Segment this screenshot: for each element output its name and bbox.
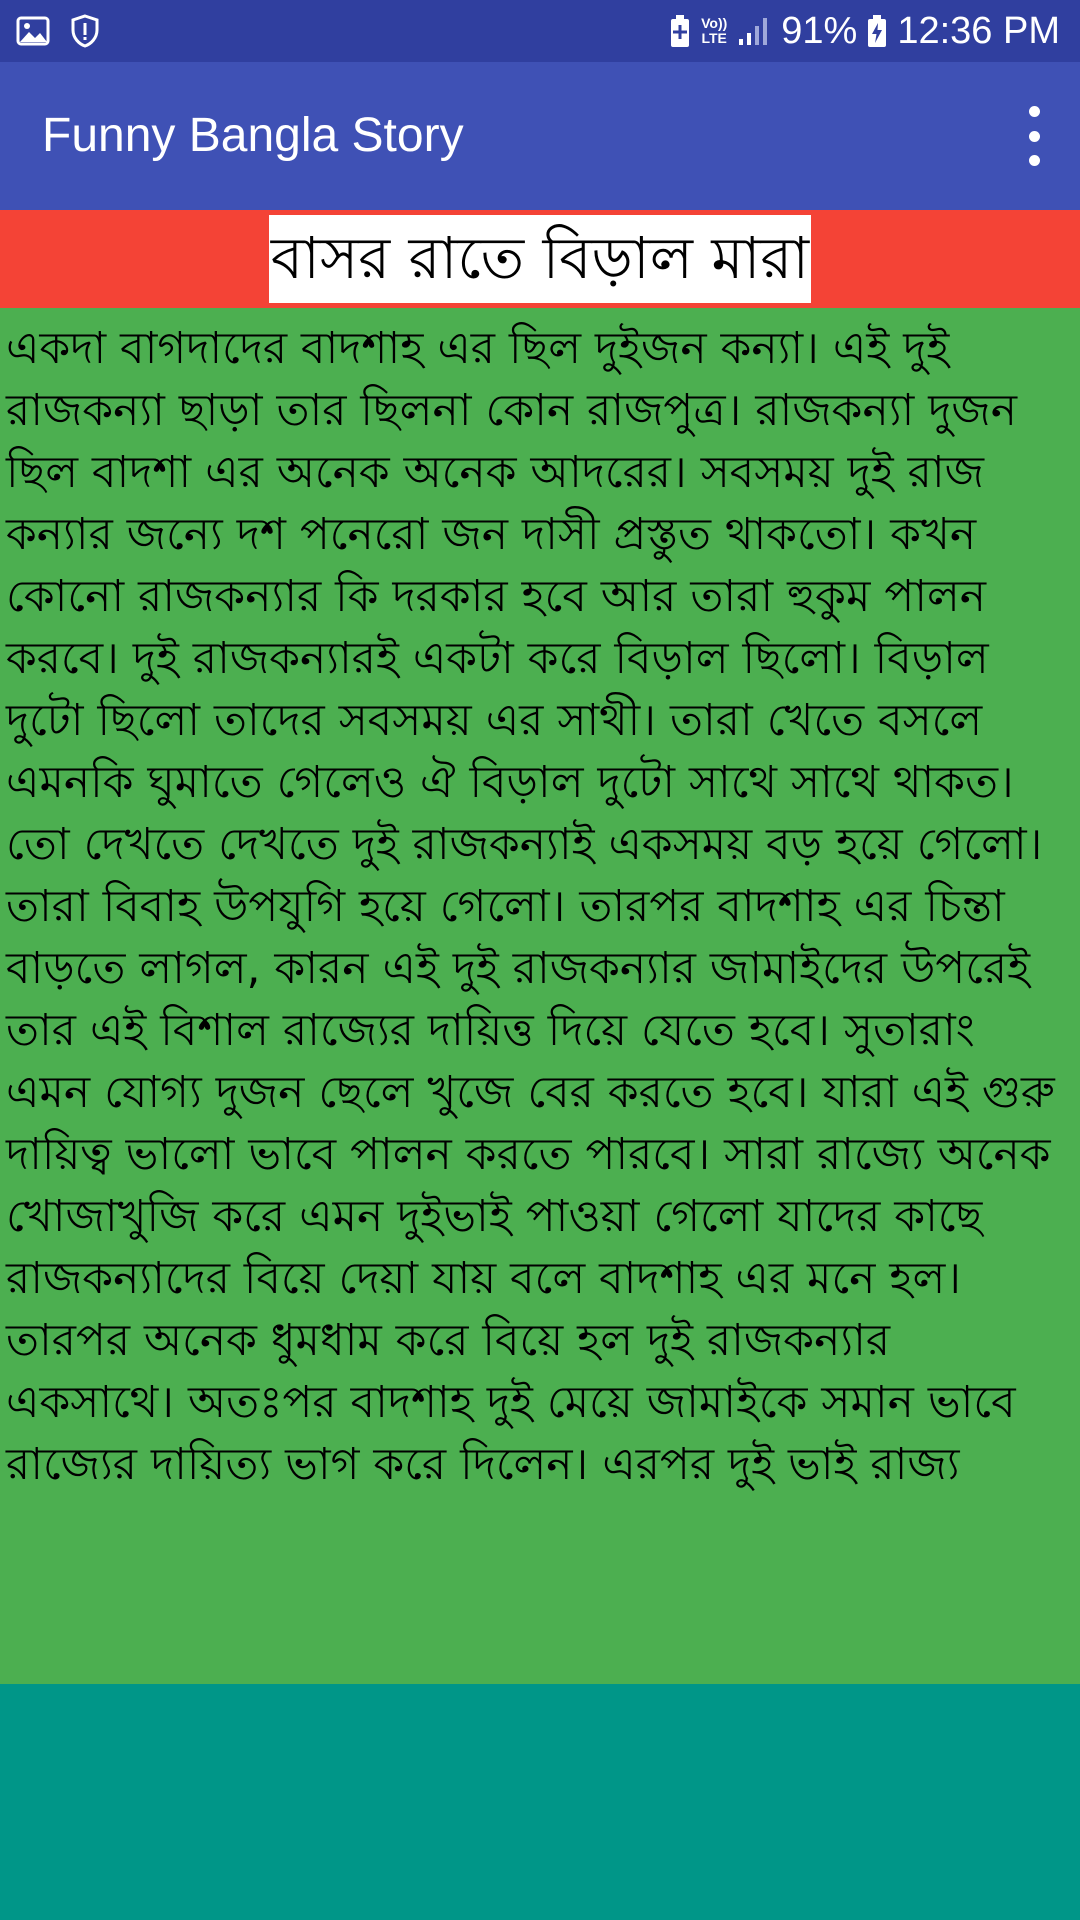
alert-shield-icon	[70, 14, 100, 48]
app-bar	[0, 62, 1080, 210]
story-text: একদা বাগদাদের বাদশাহ এর ছিল দুইজন কন্যা। এই দুই রাজকন্যা ছাড়া তার ছিলনা কোন রাজপুত্র। রাজকন্যা দুজন ছিল বাদশা এর অনেক অনেক আদরের। সবসময় দুই রাজ কন্যার জন্যে দশ পনেরো জন দাসী প্রস্তুত থাকতো। কখন কোনো রাজকন্যার কি দরকার হবে আর তারা হুকুম পালন করবে। দুই রাজকন্যারই একটা করে বিড়াল ছিলো। বিড়াল দুটো ছিলো তাদের সবসময় এর সাথী। তারা খেতে বসলে এমনকি ঘুমাতে গেলেও ঐ বিড়াল দুটো সাথে সাথে থাকত। তো দেখতে দেখতে দুই রাজকন্যাই একসময় বড় হয়ে গেলো। তারা বিবাহ উপযুগি হয়ে গেলো। তারপর বাদশাহ এর চিন্তা বাড়তে লাগল, কারন এই দুই রাজকন্যার জামাইদের উপরেই তার এই বিশাল রাজ্যের দায়িত্ত দিয়ে যেতে হবে। সুতারাং এমন যোগ্য দুজন ছেলে খুজে বের করতে হবে। যারা এই গুরু দায়িত্ব ভালো ভাবে পালন করতে পারবে। সারা রাজ্যে অনেক খোজাখুজি করে এমন দুইভাই পাওয়া গেলো যাদের কাছে রাজকন্যাদের বিয়ে দেয়া যায় বলে বাদশাহ এর মনে হল। তারপর অনেক ধুমধাম করে বিয়ে হল দুই রাজকন্যার একসাথে। অতঃপর বাদশাহ দুই মেয়ে জামাইকে সমান ভাবে রাজ্যের দায়িত্য ভাগ করে দিলেন। এরপর দুই ভাই রাজ্য	[6, 323, 1069, 1490]
battery-saver-icon	[669, 14, 691, 48]
image-icon	[16, 16, 50, 46]
status-right-icons	[669, 6, 1060, 56]
status-left-icons	[16, 10, 100, 52]
story-title: বাসর রাতে বিড়াল মারা	[269, 215, 811, 303]
battery-charging-icon	[867, 14, 887, 48]
battery-percent: 91%	[781, 9, 858, 52]
app-title: Funny Bangla Story	[42, 109, 464, 162]
story-title-band	[0, 210, 1080, 308]
more-vert-icon[interactable]	[1014, 106, 1054, 166]
bottom-area	[0, 1684, 1080, 1920]
network-lte-icon	[701, 16, 727, 46]
story-content[interactable]	[0, 308, 1080, 1684]
network-lte-label: LTE	[701, 30, 727, 46]
network-volte-label: Vo))	[701, 15, 728, 31]
signal-icon	[737, 15, 771, 47]
clock: 12:36 PM	[897, 9, 1060, 52]
status-bar	[0, 0, 1080, 62]
